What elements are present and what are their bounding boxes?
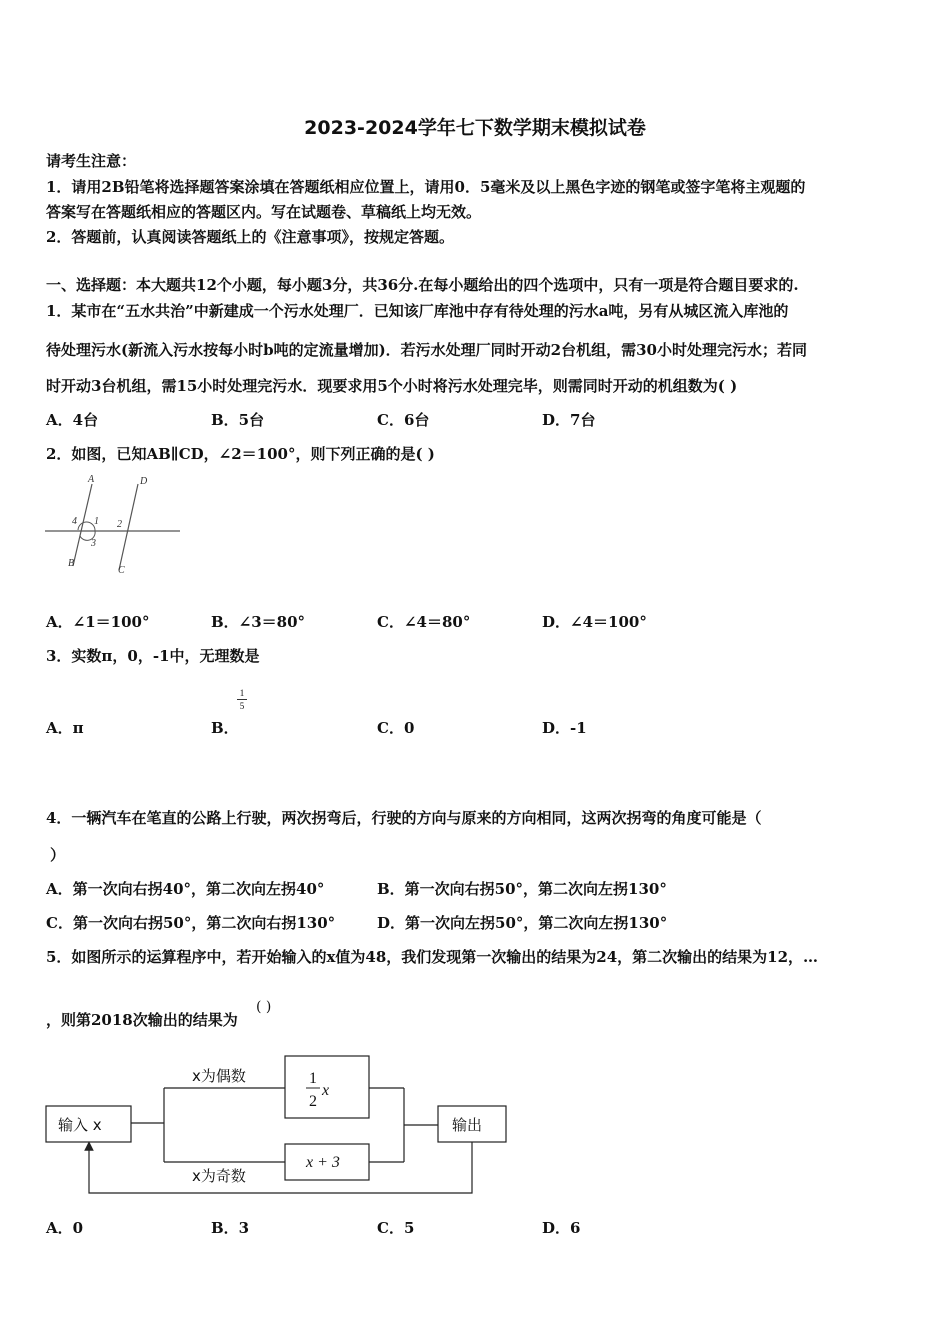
q4-option-b: B．第一次向右拐50°，第二次向左拐130° bbox=[377, 880, 667, 898]
half-variable: x bbox=[322, 1082, 330, 1099]
q4-line-1: 4．一辆汽车在笔直的公路上行驶，两次拐弯后，行驶的方向与原来的方向相同，这两次拐弯的角度可能是（ bbox=[46, 809, 762, 827]
q1-option-c: C．6台 bbox=[377, 411, 430, 429]
plus-three-label: x + 3 bbox=[306, 1154, 340, 1171]
q5-option-d: D．6 bbox=[542, 1219, 581, 1237]
label-b: B bbox=[68, 558, 75, 569]
q1-line-2: 待处理污水(新流入污水按每小时b吨的定流量增加)．若污水处理厂同时开动2台机组，需30小时处理完污水；若同 bbox=[46, 341, 807, 359]
q3-stem: 3．实数π，0，-1中，无理数是 bbox=[46, 647, 260, 665]
q3-fraction-bar bbox=[237, 699, 247, 700]
label-1: 1 bbox=[94, 516, 99, 527]
q3-option-b: B． bbox=[211, 719, 239, 737]
q4-option-c: C．第一次向右拐50°，第二次向右拐130° bbox=[46, 914, 336, 932]
q5-line-2: ，则第2018次输出的结果为 bbox=[46, 1011, 238, 1029]
q4-option-d: D．第一次向左拐50°，第二次向左拐130° bbox=[377, 914, 668, 932]
q2-stem: 2．如图，已知AB∥CD，∠2＝100°，则下列正确的是( ) bbox=[46, 445, 435, 463]
q3-fraction-num: 1 bbox=[239, 688, 245, 698]
q3-fraction-den: 5 bbox=[239, 701, 245, 711]
q5-option-b: B．3 bbox=[211, 1219, 250, 1237]
q4-option-a: A．第一次向右拐40°，第二次向左拐40° bbox=[46, 880, 325, 898]
q2-option-d: D．∠4＝100° bbox=[542, 613, 647, 631]
q5-paren: ( ) bbox=[256, 999, 272, 1015]
output-box-label: 输出 bbox=[452, 1116, 483, 1134]
label-a: A bbox=[88, 474, 95, 485]
notice-heading: 请考生注意： bbox=[46, 152, 137, 170]
half-numerator: 1 bbox=[309, 1070, 317, 1087]
q3-option-d: D．-1 bbox=[542, 719, 587, 737]
notice-line-2: 2．答题前，认真阅读答题纸上的《注意事项》，按规定答题。 bbox=[46, 228, 454, 246]
q1-option-d: D．7台 bbox=[542, 411, 596, 429]
q3-option-c: C．0 bbox=[377, 719, 415, 737]
q1-option-a: A．4台 bbox=[46, 411, 99, 429]
label-2: 2 bbox=[117, 519, 122, 530]
q4-line-2: ） bbox=[50, 846, 66, 864]
q3-option-a: A．π bbox=[46, 719, 84, 737]
page-title: 2023-2024学年七下数学期末模拟试卷 bbox=[304, 117, 646, 139]
section-heading: 一、选择题：本大题共12个小题，每小题3分，共36分.在每小题给出的四个选项中，只有一项是符合题目要求的. bbox=[46, 276, 799, 294]
q3-fraction bbox=[237, 688, 247, 711]
q2-option-b: B．∠3＝80° bbox=[211, 613, 306, 631]
q1-line-1: 1．某市在“五水共治”中新建成一个污水处理厂．已知该厂库池中存有待处理的污水a吨，另有从城区流入库池的 bbox=[46, 302, 789, 320]
q1-line-3: 时开动3台机组，需15小时处理完污水．现要求用5个小时将污水处理完毕，则需同时开动的机组数为( ) bbox=[46, 377, 738, 395]
loop-back-arrow bbox=[89, 1142, 472, 1193]
label-4: 4 bbox=[72, 516, 77, 527]
input-box-label: 输入 x bbox=[58, 1116, 102, 1134]
notice-line-1a: 1．请用2B铅笔将选择题答案涂填在答题纸相应位置上，请用0．5毫米及以上黑色字迹的钢笔或签字笔将主观题的 bbox=[46, 178, 806, 196]
half-denominator: 2 bbox=[309, 1093, 317, 1110]
q2-option-a: A．∠1＝100° bbox=[46, 613, 150, 631]
q2-parallel-lines-figure bbox=[40, 470, 190, 580]
q5-line-1: 5．如图所示的运算程序中，若开始输入的x值为48，我们发现第一次输出的结果为24，第二次输出的结果为12，… bbox=[46, 948, 819, 966]
notice-line-1b: 答案写在答题纸相应的答题区内。写在试题卷、草稿纸上均无效。 bbox=[46, 203, 482, 221]
label-d: D bbox=[140, 476, 148, 487]
q5-option-c: C．5 bbox=[377, 1219, 415, 1237]
q2-option-c: C．∠4＝80° bbox=[377, 613, 471, 631]
label-3: 3 bbox=[91, 538, 96, 549]
q5-option-a: A．0 bbox=[46, 1219, 84, 1237]
q5-flowchart bbox=[40, 1050, 520, 1200]
odd-branch-label: x为奇数 bbox=[192, 1167, 246, 1185]
label-c: C bbox=[118, 565, 125, 576]
even-branch-label: x为偶数 bbox=[192, 1067, 246, 1085]
q1-option-b: B．5台 bbox=[211, 411, 265, 429]
